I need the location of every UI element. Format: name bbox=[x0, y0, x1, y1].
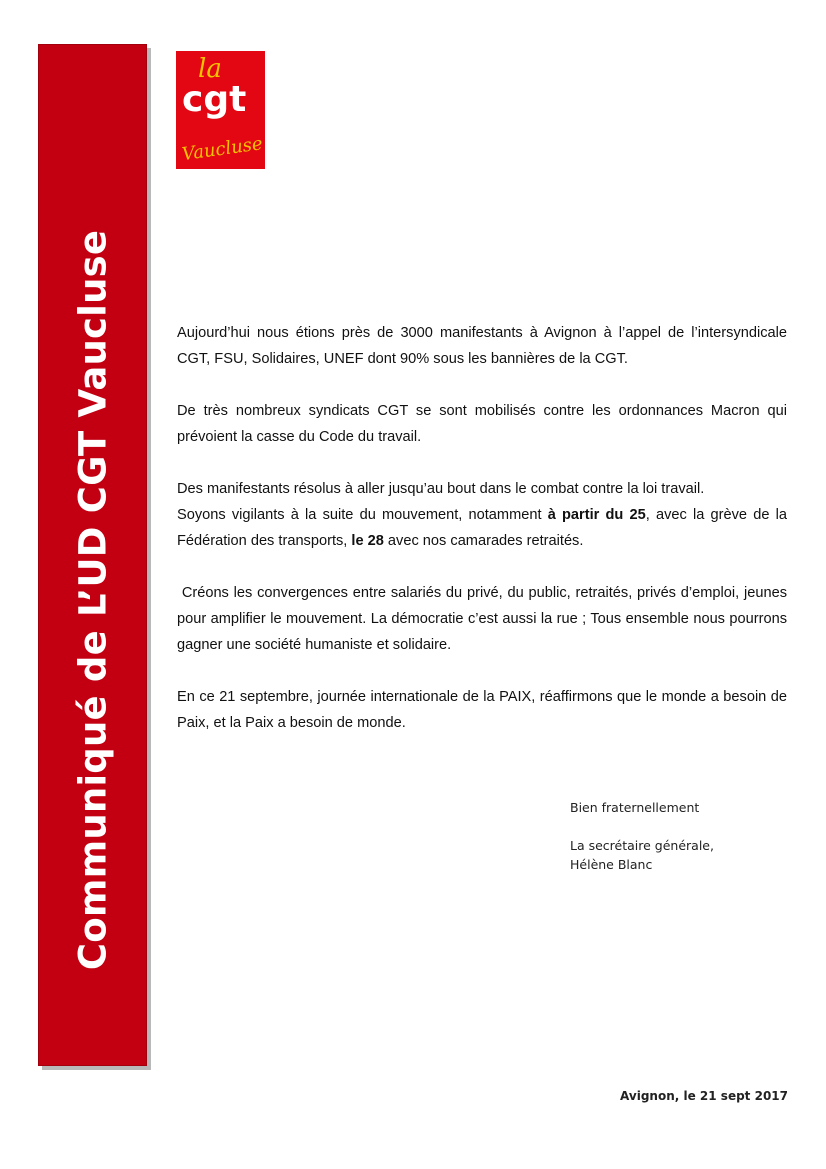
date-highlight-25: à partir du 25 bbox=[547, 507, 646, 523]
paragraph-attendance: Aujourd’hui nous étions près de 3000 manifestants à Avignon à l’appel de l’intersyndicale CGT, FSU, Solidaires, UNEF dont 90% sous les bannières de la CGT. bbox=[177, 325, 787, 367]
signature-block bbox=[570, 798, 790, 874]
signature-name: Hélène Blanc bbox=[570, 857, 653, 872]
next-actions-text: Soyons vigilants à la suite du mouvement, notamment bbox=[177, 507, 548, 523]
paragraph-next-actions bbox=[177, 502, 787, 554]
svg-text:cgt: cgt bbox=[182, 79, 247, 120]
paragraph-convergences: Créons les convergences entre salariés du privé, du public, retraités, privés d’emploi, jeunes pour amplifier le mouvement. La démocratie c’est aussi la rue ; Tous ensemble nous pourrons gagner une société humaniste et solidaire. bbox=[177, 585, 792, 653]
paragraph-mobilisation: De très nombreux syndicats CGT se sont mobilisés contre les ordonnances Macron qui prévoient la casse du Code du travail. bbox=[177, 403, 787, 445]
next-actions-text-3: avec nos camarades retraités. bbox=[383, 533, 584, 549]
date-highlight-28: le 28 bbox=[351, 533, 384, 549]
next-actions-text-2: , avec la grève de la Fédération des transports, bbox=[177, 507, 787, 549]
sidebar-title: Communiqué de L’UD CGT Vaucluse bbox=[71, 229, 115, 971]
signature-role: La secrétaire générale, bbox=[570, 838, 714, 853]
signature-closing: Bien fraternellement bbox=[570, 800, 700, 815]
cgt-vaucluse-logo bbox=[176, 51, 265, 169]
communique-body bbox=[177, 320, 792, 762]
place-date: Avignon, le 21 sept 2017 bbox=[620, 1089, 788, 1103]
paragraph-resolve: Des manifestants résolus à aller jusqu’au bout dans le combat contre la loi travail. bbox=[177, 481, 705, 497]
sidebar-banner bbox=[38, 44, 147, 1066]
svg-text:la: la bbox=[198, 54, 222, 84]
svg-text:Vaucluse: Vaucluse bbox=[180, 133, 264, 166]
paragraph-peace-day: En ce 21 septembre, journée internationale de la PAIX, réaffirmons que le monde a besoin de Paix, et la Paix a besoin de monde. bbox=[177, 689, 787, 731]
